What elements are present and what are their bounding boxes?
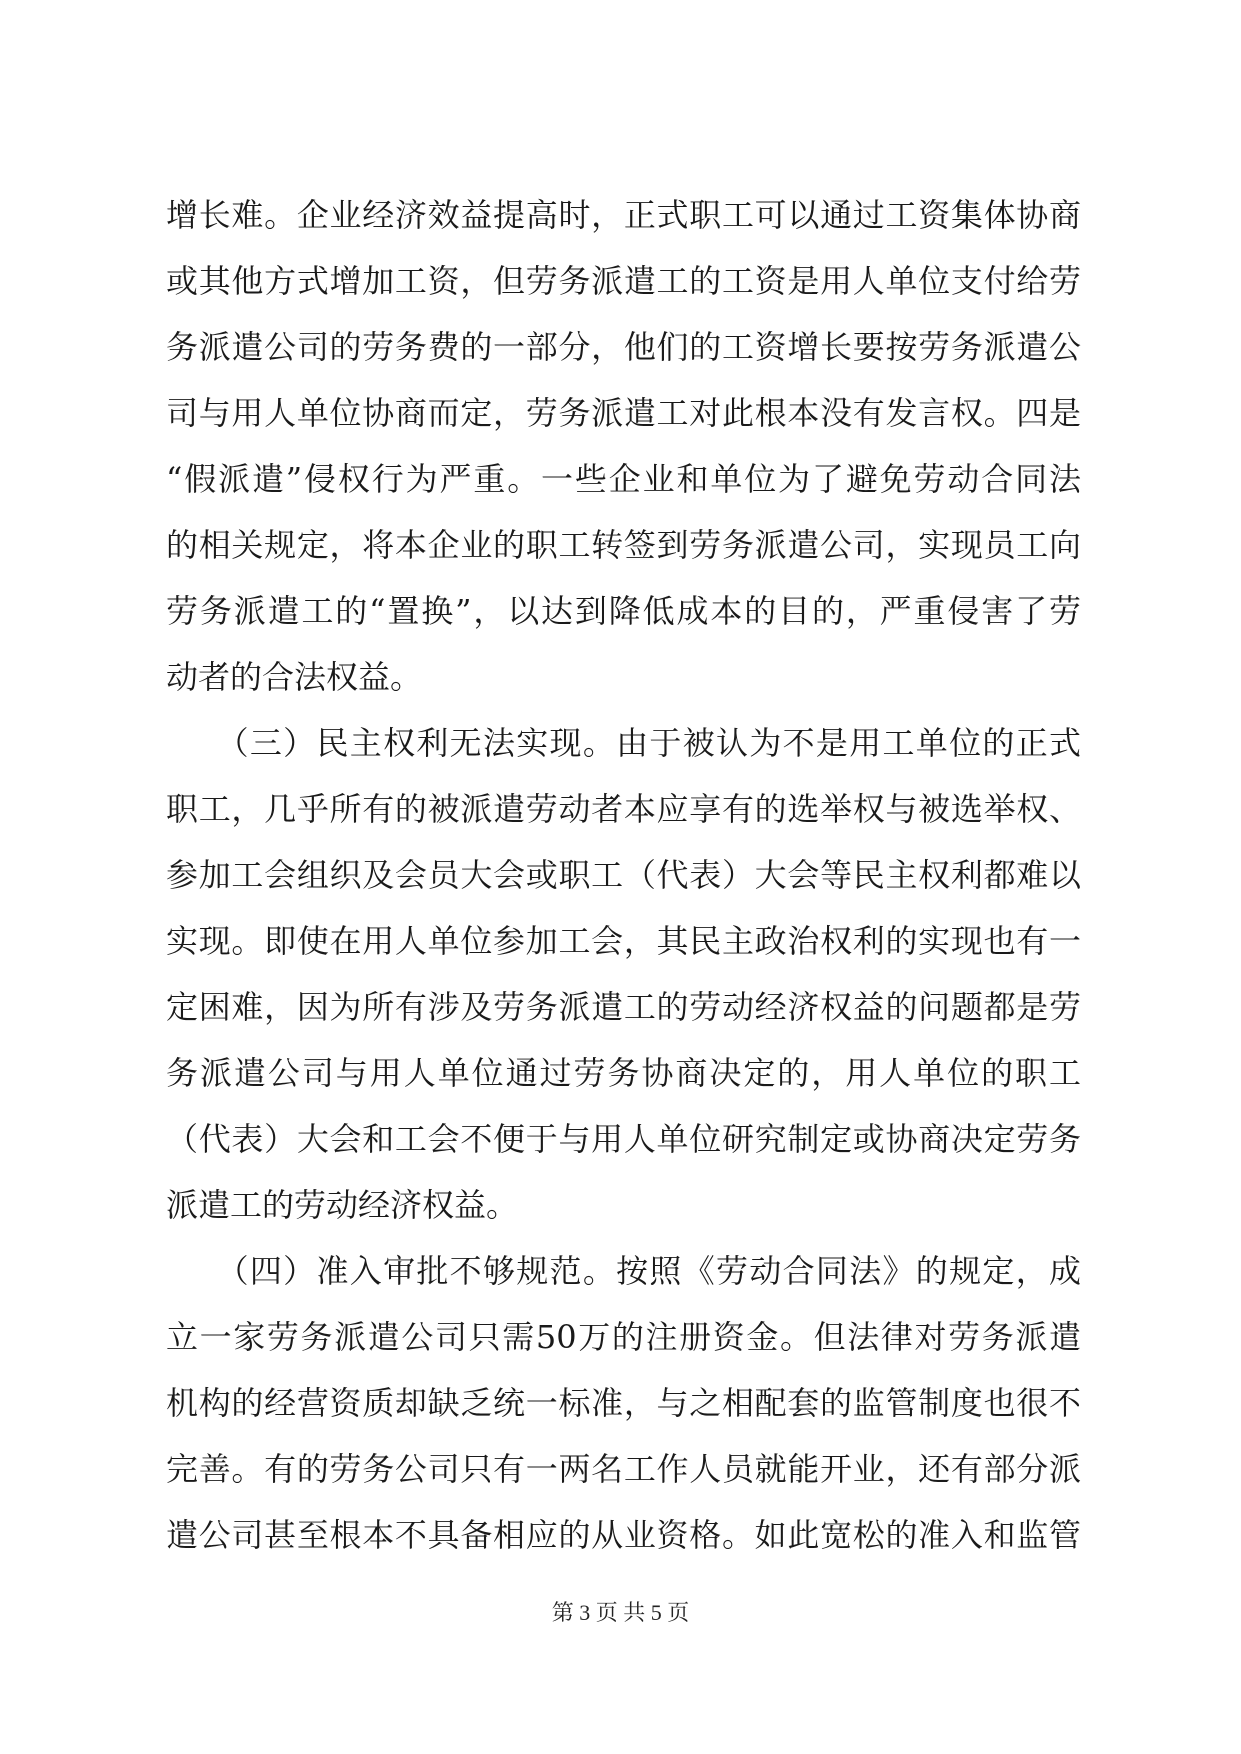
body-line: 派遣工的劳动经济权益。: [166, 1186, 519, 1224]
body-line: “假派遣”侵权行为严重。一些企业和单位为了避免劳动合同法: [166, 460, 1081, 498]
body-line: 动者的合法权益。: [166, 658, 423, 696]
body-line: 定困难，因为所有涉及劳务派遣工的劳动经济权益的问题都是劳: [166, 988, 1081, 1026]
body-line: 劳务派遣工的“置换”，以达到降低成本的目的，严重侵害了劳: [166, 592, 1081, 630]
body-line: （代表）大会和工会不便于与用人单位研究制定或协商决定劳务: [166, 1120, 1081, 1158]
body-line: 完善。有的劳务公司只有一两名工作人员就能开业，还有部分派: [166, 1450, 1081, 1488]
page-number-footer: 第 3 页 共 5 页: [551, 1600, 690, 1625]
body-line: 立一家劳务派遣公司只需50万的注册资金。但法律对劳务派遣: [166, 1318, 1081, 1356]
body-line: 或其他方式增加工资，但劳务派遣工的工资是用人单位支付给劳: [166, 262, 1081, 300]
body-line: 参加工会组织及会员大会或职工（代表）大会等民主权利都难以: [166, 856, 1081, 894]
body-line: 务派遣公司与用人单位通过劳务协商决定的，用人单位的职工: [166, 1054, 1081, 1092]
body-line: （四）准入审批不够规范。按照《劳动合同法》的规定，成: [166, 1252, 1081, 1290]
body-line: （三）民主权利无法实现。由于被认为不是用工单位的正式: [166, 724, 1081, 762]
body-line: 增长难。企业经济效益提高时，正式职工可以通过工资集体协商: [166, 196, 1081, 234]
body-line: 的相关规定，将本企业的职工转签到劳务派遣公司，实现员工向: [166, 526, 1081, 564]
body-line: 实现。即使在用人单位参加工会，其民主政治权利的实现也有一: [166, 922, 1081, 960]
body-line: 遣公司甚至根本不具备相应的从业资格。如此宽松的准入和监管: [166, 1516, 1081, 1554]
body-line: 务派遣公司的劳务费的一部分，他们的工资增长要按劳务派遣公: [166, 328, 1081, 366]
body-line: 机构的经营资质却缺乏统一标准，与之相配套的监管制度也很不: [166, 1384, 1081, 1422]
body-line: 司与用人单位协商而定，劳务派遣工对此根本没有发言权。四是: [166, 394, 1081, 432]
body-line: 职工，几乎所有的被派遣劳动者本应享有的选举权与被选举权、: [166, 790, 1081, 828]
